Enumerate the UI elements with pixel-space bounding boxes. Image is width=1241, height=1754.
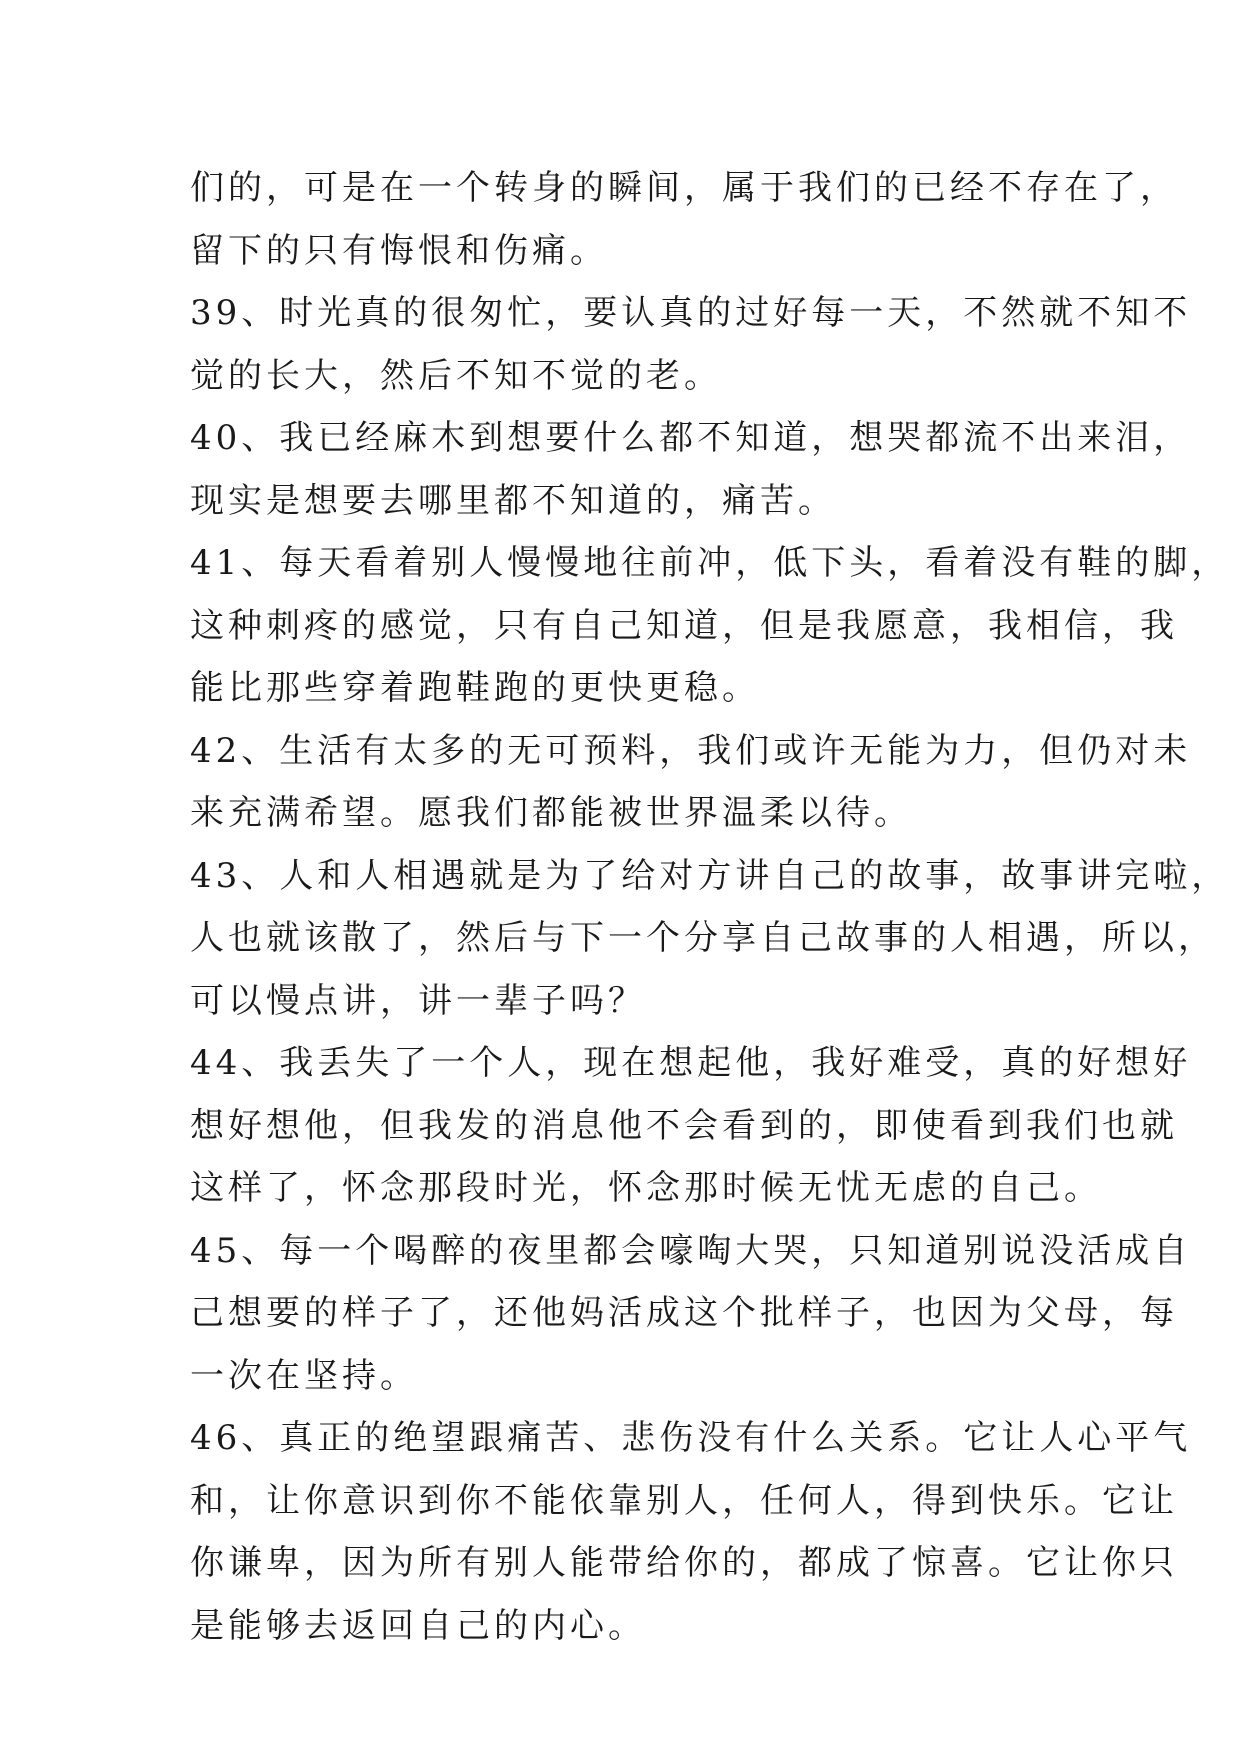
text-line: 来充满希望。愿我们都能被世界温柔以待。 [190,793,912,833]
text-line: 41、每天看着别人慢慢地往前冲，低下头，看着没有鞋的脚， [190,543,1230,583]
text-line: 人也就该散了，然后与下一个分享自己故事的人相遇，所以， [190,918,1216,958]
text-line: 40、我已经麻木到想要什么都不知道，想哭都流不出来泪， [190,418,1192,458]
text-line: 们的，可是在一个转身的瞬间，属于我们的已经不存在了， [190,168,1178,208]
text-line: 39、时光真的很匆忙，要认真的过好每一天，不然就不知不 [190,293,1192,333]
text-line: 这种刺疼的感觉，只有自己知道，但是我愿意，我相信，我 [190,605,1178,646]
text-line: 是能够去返回自己的内心。 [190,1605,646,1646]
text-line: 46、真正的绝望跟痛苦、悲伤没有什么关系。它让人心平气 [190,1418,1192,1458]
text-line: 44、我丢失了一个人，现在想起他，我好难受，真的好想好 [190,1043,1192,1083]
text-line: 现实是想要去哪里都不知道的，痛苦。 [190,480,836,521]
text-line: 觉的长大，然后不知不觉的老。 [190,355,722,396]
text-line: 能比那些穿着跑鞋跑的更快更稳。 [190,668,760,708]
text-line: 想好想他，但我发的消息他不会看到的，即使看到我们也就 [190,1105,1178,1146]
text-line: 留下的只有悔恨和伤痛。 [190,230,608,271]
text-line: 己想要的样子了，还他妈活成这个批样子，也因为父母，每 [190,1293,1178,1333]
text-line: 和，让你意识到你不能依靠别人，任何人，得到快乐。它让 [190,1480,1178,1521]
text-line: 43、人和人相遇就是为了给对方讲自己的故事，故事讲完啦， [190,855,1230,896]
document-body [190,157,1230,1657]
text-line: 45、每一个喝醉的夜里都会嚎啕大哭，只知道别说没活成自 [190,1230,1192,1271]
text-line: 可以慢点讲，讲一辈子吗？ [190,980,646,1021]
text-line: 这样了，怀念那段时光，怀念那时候无忧无虑的自己。 [190,1168,1102,1208]
text-line: 一次在坚持。 [190,1355,418,1396]
text-line: 42、生活有太多的无可预料，我们或许无能为力，但仍对未 [190,730,1192,771]
text-line: 你谦卑，因为所有别人能带给你的，都成了惊喜。它让你只 [190,1543,1178,1583]
